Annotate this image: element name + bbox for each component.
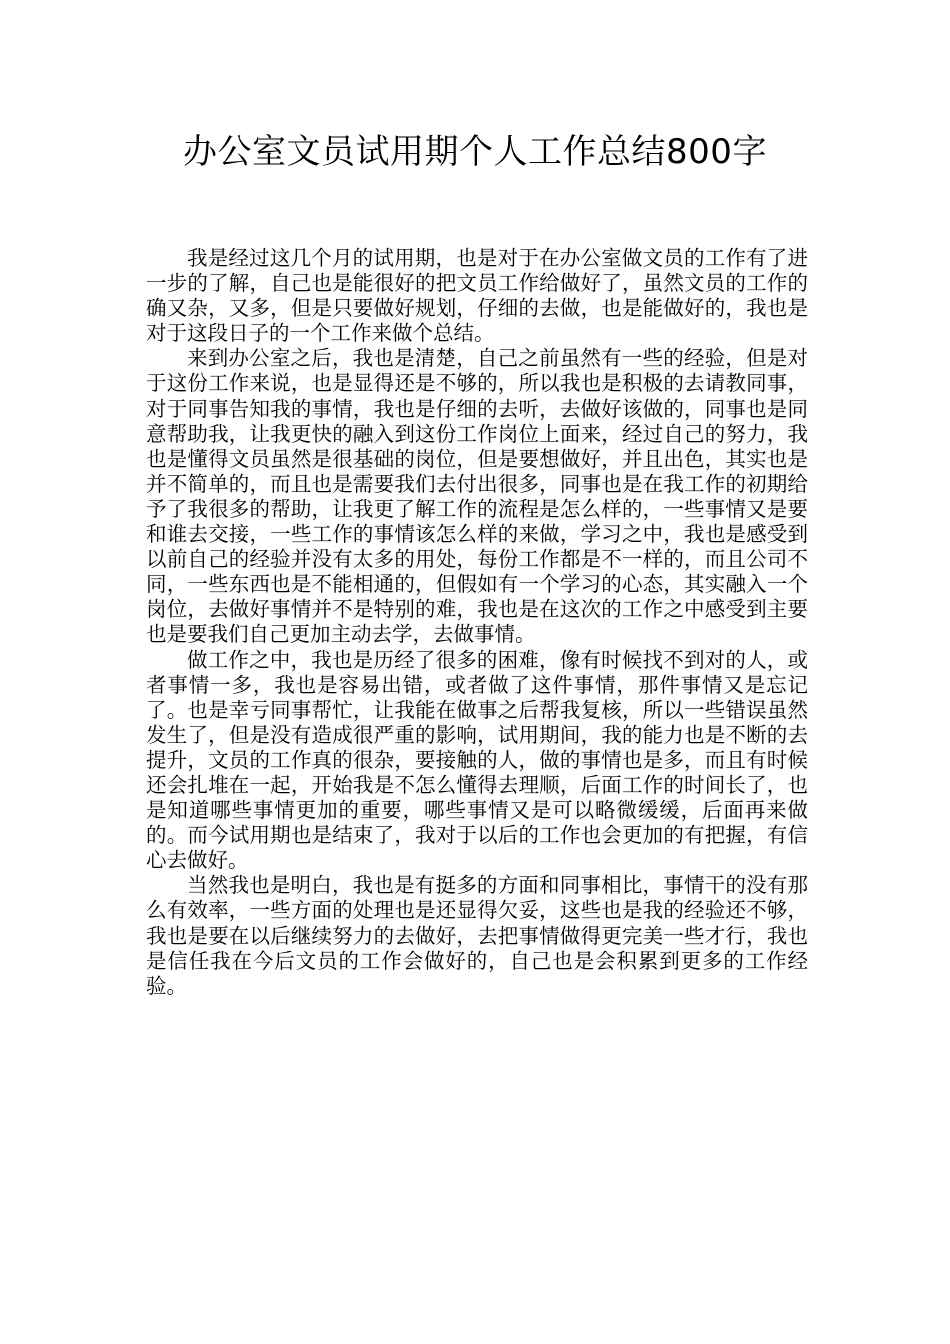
paragraph-4: 当然我也是明白，我也是有挺多的方面和同事相比，事情干的没有那么有效率，一些方面的处理也是还显得欠妥，这些也是我的经验还不够，我也是要在以后继续努力的去做好，去把事情做得更完美一些才行，我也是信任我在今后文员的工作会做好的，自己也是会积累到更多的工作经验。 xyxy=(146,873,808,998)
paragraph-1: 我是经过这几个月的试用期，也是对于在办公室做文员的工作有了进一步的了解，自己也是能很好的把文员工作给做好了，虽然文员的工作的确又杂，又多，但是只要做好规划，仔细的去做，也是能做好的，我也是对于这段日子的一个工作来做个总结。 xyxy=(146,246,808,346)
document-body xyxy=(146,246,808,999)
paragraph-3: 做工作之中，我也是历经了很多的困难，像有时候找不到对的人，或者事情一多，我也是容易出错，或者做了这件事情，那件事情又是忘记了。也是幸亏同事帮忙，让我能在做事之后帮我复核，所以一些错误虽然发生了，但是没有造成很严重的影响，试用期间，我的能力也是不断的去提升，文员的工作真的很杂，要接触的人，做的事情也是多，而且有时候还会扎堆在一起，开始我是不怎么懂得去理顺，后面工作的时间长了，也是知道哪些事情更加的重要，哪些事情又是可以略微缓缓，后面再来做的。而今试用期也是结束了，我对于以后的工作也会更加的有把握，有信心去做好。 xyxy=(146,647,808,873)
paragraph-2: 来到办公室之后，我也是清楚，自己之前虽然有一些的经验，但是对于这份工作来说，也是显得还是不够的，所以我也是积极的去请教同事，对于同事告知我的事情，我也是仔细的去听，去做好该做的，同事也是同意帮助我，让我更快的融入到这份工作岗位上面来，经过自己的努力，我也是懂得文员虽然是很基础的岗位，但是要想做好，并且出色，其实也是并不简单的，而且也是需要我们去付出很多，同事也是在我工作的初期给予了我很多的帮助，让我更了解工作的流程是怎么样的，一些事情又是要和谁去交接，一些工作的事情该怎么样的来做，学习之中，我也是感受到以前自己的经验并没有太多的用处，每份工作都是不一样的，而且公司不同，一些东西也是不能相通的，但假如有一个学习的心态，其实融入一个岗位，去做好事情并不是特别的难，我也是在这次的工作之中感受到主要也是要我们自己更加主动去学，去做事情。 xyxy=(146,346,808,647)
document-title: 办公室文员试用期个人工作总结800字 xyxy=(183,132,767,172)
